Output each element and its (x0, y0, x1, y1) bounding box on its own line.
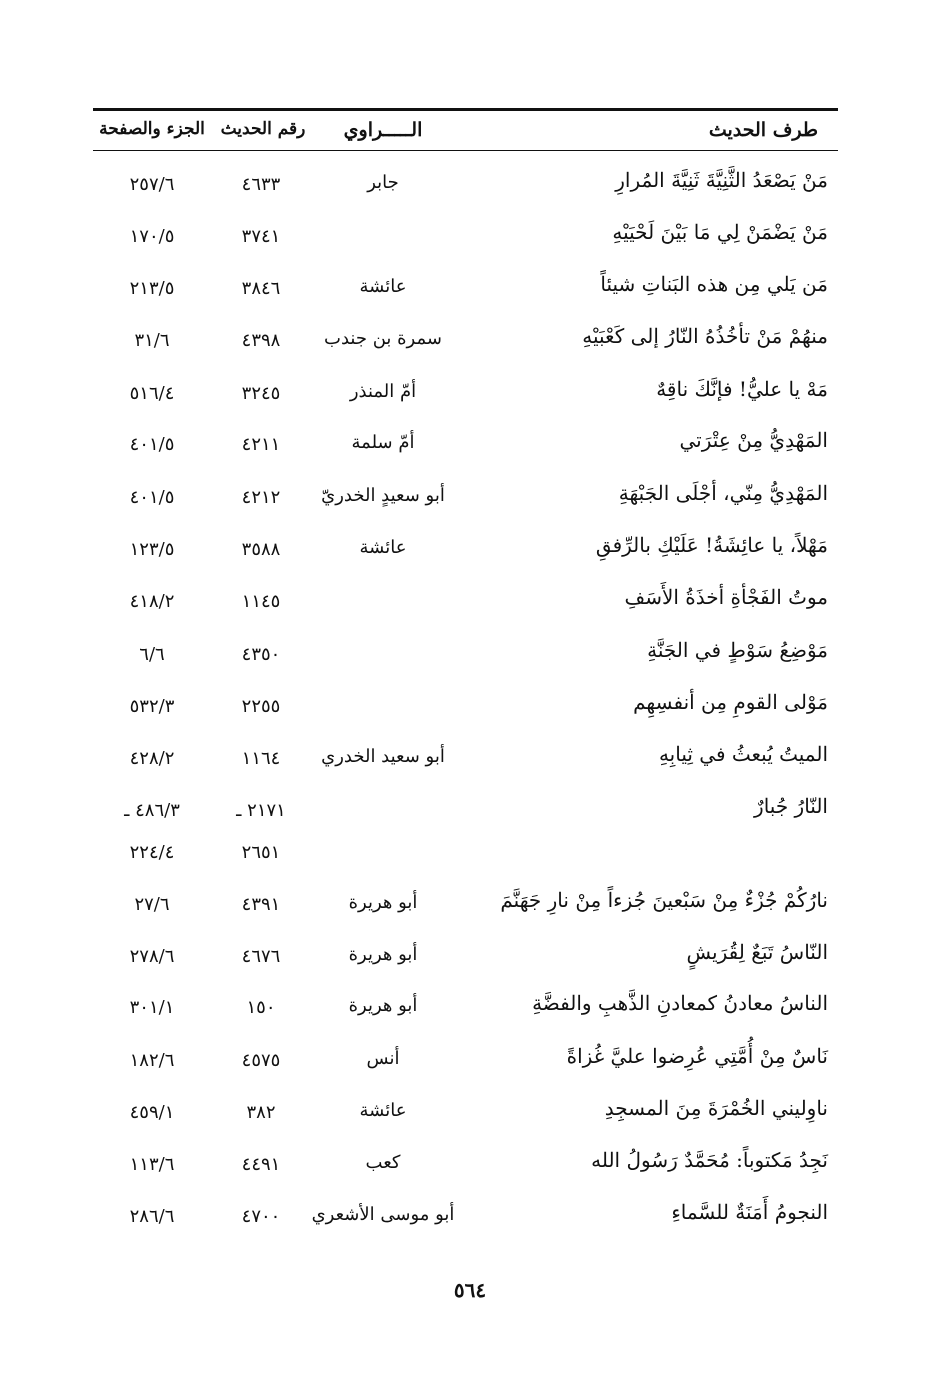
table-row (93, 732, 838, 784)
narrator: كعب (365, 1152, 401, 1173)
hadith-number: ٤٢١١ (241, 434, 281, 455)
table-row (93, 367, 838, 418)
volume-page: ٢٨٦/٦ (129, 1206, 175, 1227)
volume-page: ٤٥٩/١ (129, 1102, 175, 1123)
table-row (93, 981, 838, 1034)
hadith-number: ٤٣٩١ (241, 894, 281, 915)
narrator: عائشة (359, 276, 407, 297)
table-row (93, 1138, 838, 1190)
table-row (93, 878, 838, 930)
table-row (93, 471, 838, 523)
narrator: سمرة بن جندب (324, 328, 442, 349)
hadith-index-table (93, 158, 838, 1242)
volume-page: ٣١/٦ (134, 330, 170, 351)
hadith-number: ٢٢٥٥ (241, 696, 281, 717)
header-narrator: الـــــراوي (343, 119, 423, 141)
hadith-number: ٤٣٩٨ (241, 330, 281, 351)
volume-page: ٦/٦ (139, 644, 165, 665)
hadith-number: ٣٥٨٨ (241, 539, 281, 560)
table-row (93, 418, 838, 471)
table-header (93, 113, 838, 147)
volume-page: ٣٠١/١ (129, 997, 175, 1018)
header-hadith-text: طرف الحديث (708, 119, 818, 141)
narrator: عائشة (359, 1100, 407, 1121)
hadith-text: ناوِليني الخُمْرَةَ مِنَ المسجِدِ (604, 1096, 828, 1120)
hadith-text: نارُكُمْ جُزْءٌ مِنْ سَبْعينَ جُزءاً مِنْ نارِ جَهَنَّمَ (500, 888, 828, 912)
table-row (93, 1034, 838, 1086)
narrator: أمّ سلمة (351, 432, 415, 453)
volume-page: ١٨٢/٦ (129, 1050, 175, 1071)
hadith-text: الناسُ معادنُ كمعادنِ الذَّهبِ والفضَّةِ (532, 991, 828, 1015)
volume-page: ٢١٣/٥ (129, 278, 175, 299)
hadith-number: ٤٦٧٦ (241, 946, 281, 967)
hadith-text: المَهْدِيُّ مِنْ عِتْرَتي (679, 428, 828, 452)
narrator: جابر (367, 172, 399, 193)
hadith-number: ٤٥٧٥ (241, 1050, 281, 1071)
hadith-number: ٤٣٥٠ (241, 644, 281, 665)
volume-page: ١٢٣/٥ (129, 539, 175, 560)
table-row (93, 262, 838, 314)
narrator: أبو موسى الأشعري (311, 1204, 455, 1225)
hadith-text: موتُ الفَجْأةِ أخذَةُ الأَسَفِ (624, 585, 828, 609)
table-row (93, 1086, 838, 1138)
hadith-number: ١١٤٥ (241, 591, 281, 612)
hadith-number: ٣٢٤٥ (241, 383, 281, 404)
narrator: أنس (366, 1048, 400, 1069)
table-row (93, 158, 838, 210)
volume-page: ٤٠١/٥ (129, 487, 175, 508)
table-row (93, 1190, 838, 1242)
header-rule (93, 150, 838, 151)
hadith-number: ٣٧٤١ (241, 226, 281, 247)
table-row (93, 210, 838, 262)
hadith-number: ٢٦٥١ (241, 842, 281, 863)
hadith-text: النّاسُ تَبَعٌ لِقُرَيشٍ (686, 940, 828, 964)
hadith-text: منهُمْ مَنْ تأخُذُهُ النّارُ إلى كَعْبَيْهِ (582, 324, 828, 348)
header-hadith-number: رقم الحديث (220, 119, 306, 139)
table-row (93, 826, 838, 878)
hadith-number: ٤٢١٢ (241, 487, 281, 508)
narrator: أبو هريرة (348, 995, 418, 1016)
hadith-text: مَنْ يَضْمَنْ لِي مَا بَيْنَ لَحْيَيْهِ (612, 220, 828, 244)
hadith-text: نَجِدُ مَكتوباً: مُحَمَّدٌ رَسُولُ الله (591, 1148, 828, 1172)
hadith-text: المَهْدِيُّ مِنّي، أجْلَى الجَبْهَةِ (618, 481, 828, 505)
volume-page: ٤٢٨/٢ (129, 748, 175, 769)
hadith-number: ٢١٧١ ـ (236, 800, 286, 821)
narrator: أبو هريرة (348, 944, 418, 965)
volume-page: ٤٨٦/٣ ـ (124, 800, 180, 821)
table-row (93, 930, 838, 981)
hadith-number: ١٥٠ (246, 997, 276, 1018)
volume-page: ٤٠١/٥ (129, 434, 175, 455)
hadith-text: مَنْ يَصْعَدُ الثَّنِيَّةَ ثَنِيَّةَ المُرارِ (615, 168, 828, 192)
hadith-number: ٤٤٩١ (241, 1154, 281, 1175)
volume-page: ٤١٨/٢ (129, 591, 175, 612)
narrator: عائشة (359, 537, 407, 558)
hadith-text: مَوْضِعُ سَوْطٍ في الجَنَّةِ (647, 638, 828, 662)
top-rule (93, 108, 838, 111)
hadith-text: نَاسٌ مِنْ أُمَّتِي عُرِضوا عليَّ غُزاةً (566, 1044, 828, 1068)
hadith-text: النّارُ جُبارٌ (754, 794, 828, 818)
hadith-number: ٤٧٠٠ (241, 1206, 281, 1227)
hadith-number: ٣٨٢ (246, 1102, 276, 1123)
narrator: أمّ المنذر (349, 381, 417, 402)
page-number: ٥٦٤ (453, 1278, 487, 1302)
table-row (93, 680, 838, 732)
hadith-text: مَهْلاً، يا عائِشَةُ! عَلَيْكِ بالرِّفقِ (595, 533, 828, 557)
table-row (93, 628, 838, 680)
volume-page: ٥٣٢/٣ (129, 696, 175, 717)
volume-page: ١١٣/٦ (129, 1154, 175, 1175)
narrator: أبو سعيد الخدري (321, 746, 445, 767)
hadith-number: ١١٦٤ (241, 748, 281, 769)
volume-page: ٢٢٤/٤ (129, 842, 175, 863)
volume-page: ٥١٦/٤ (129, 383, 175, 404)
hadith-number: ٤٦٣٣ (241, 174, 281, 195)
volume-page: ٢٥٧/٦ (129, 174, 175, 195)
narrator: أبو سعيدٍ الخدريّ (321, 485, 445, 506)
table-row (93, 523, 838, 575)
hadith-text: مَهْ يا عليُّ! فإنَّكَ ناقِهٌ (656, 377, 828, 401)
volume-page: ٢٧٨/٦ (129, 946, 175, 967)
volume-page: ٢٧/٦ (134, 894, 170, 915)
table-row (93, 314, 838, 367)
hadith-text: الميتُ يُبعثُ في ثِيابِهِ (658, 742, 828, 766)
hadith-text: مَن يَلي مِن هذه البَناتِ شيئاً (600, 272, 828, 296)
hadith-number: ٣٨٤٦ (241, 278, 281, 299)
hadith-text: النجومُ أَمَنَةٌ للسَّماءِ (671, 1200, 828, 1224)
volume-page: ١٧٠/٥ (129, 226, 175, 247)
header-volume-page: الجزء والصفحة (99, 119, 205, 139)
table-row (93, 575, 838, 628)
table-row (93, 784, 838, 826)
narrator: أبو هريرة (348, 892, 418, 913)
hadith-text: مَوْلى القومِ مِن أنفسِهِم (633, 690, 828, 714)
